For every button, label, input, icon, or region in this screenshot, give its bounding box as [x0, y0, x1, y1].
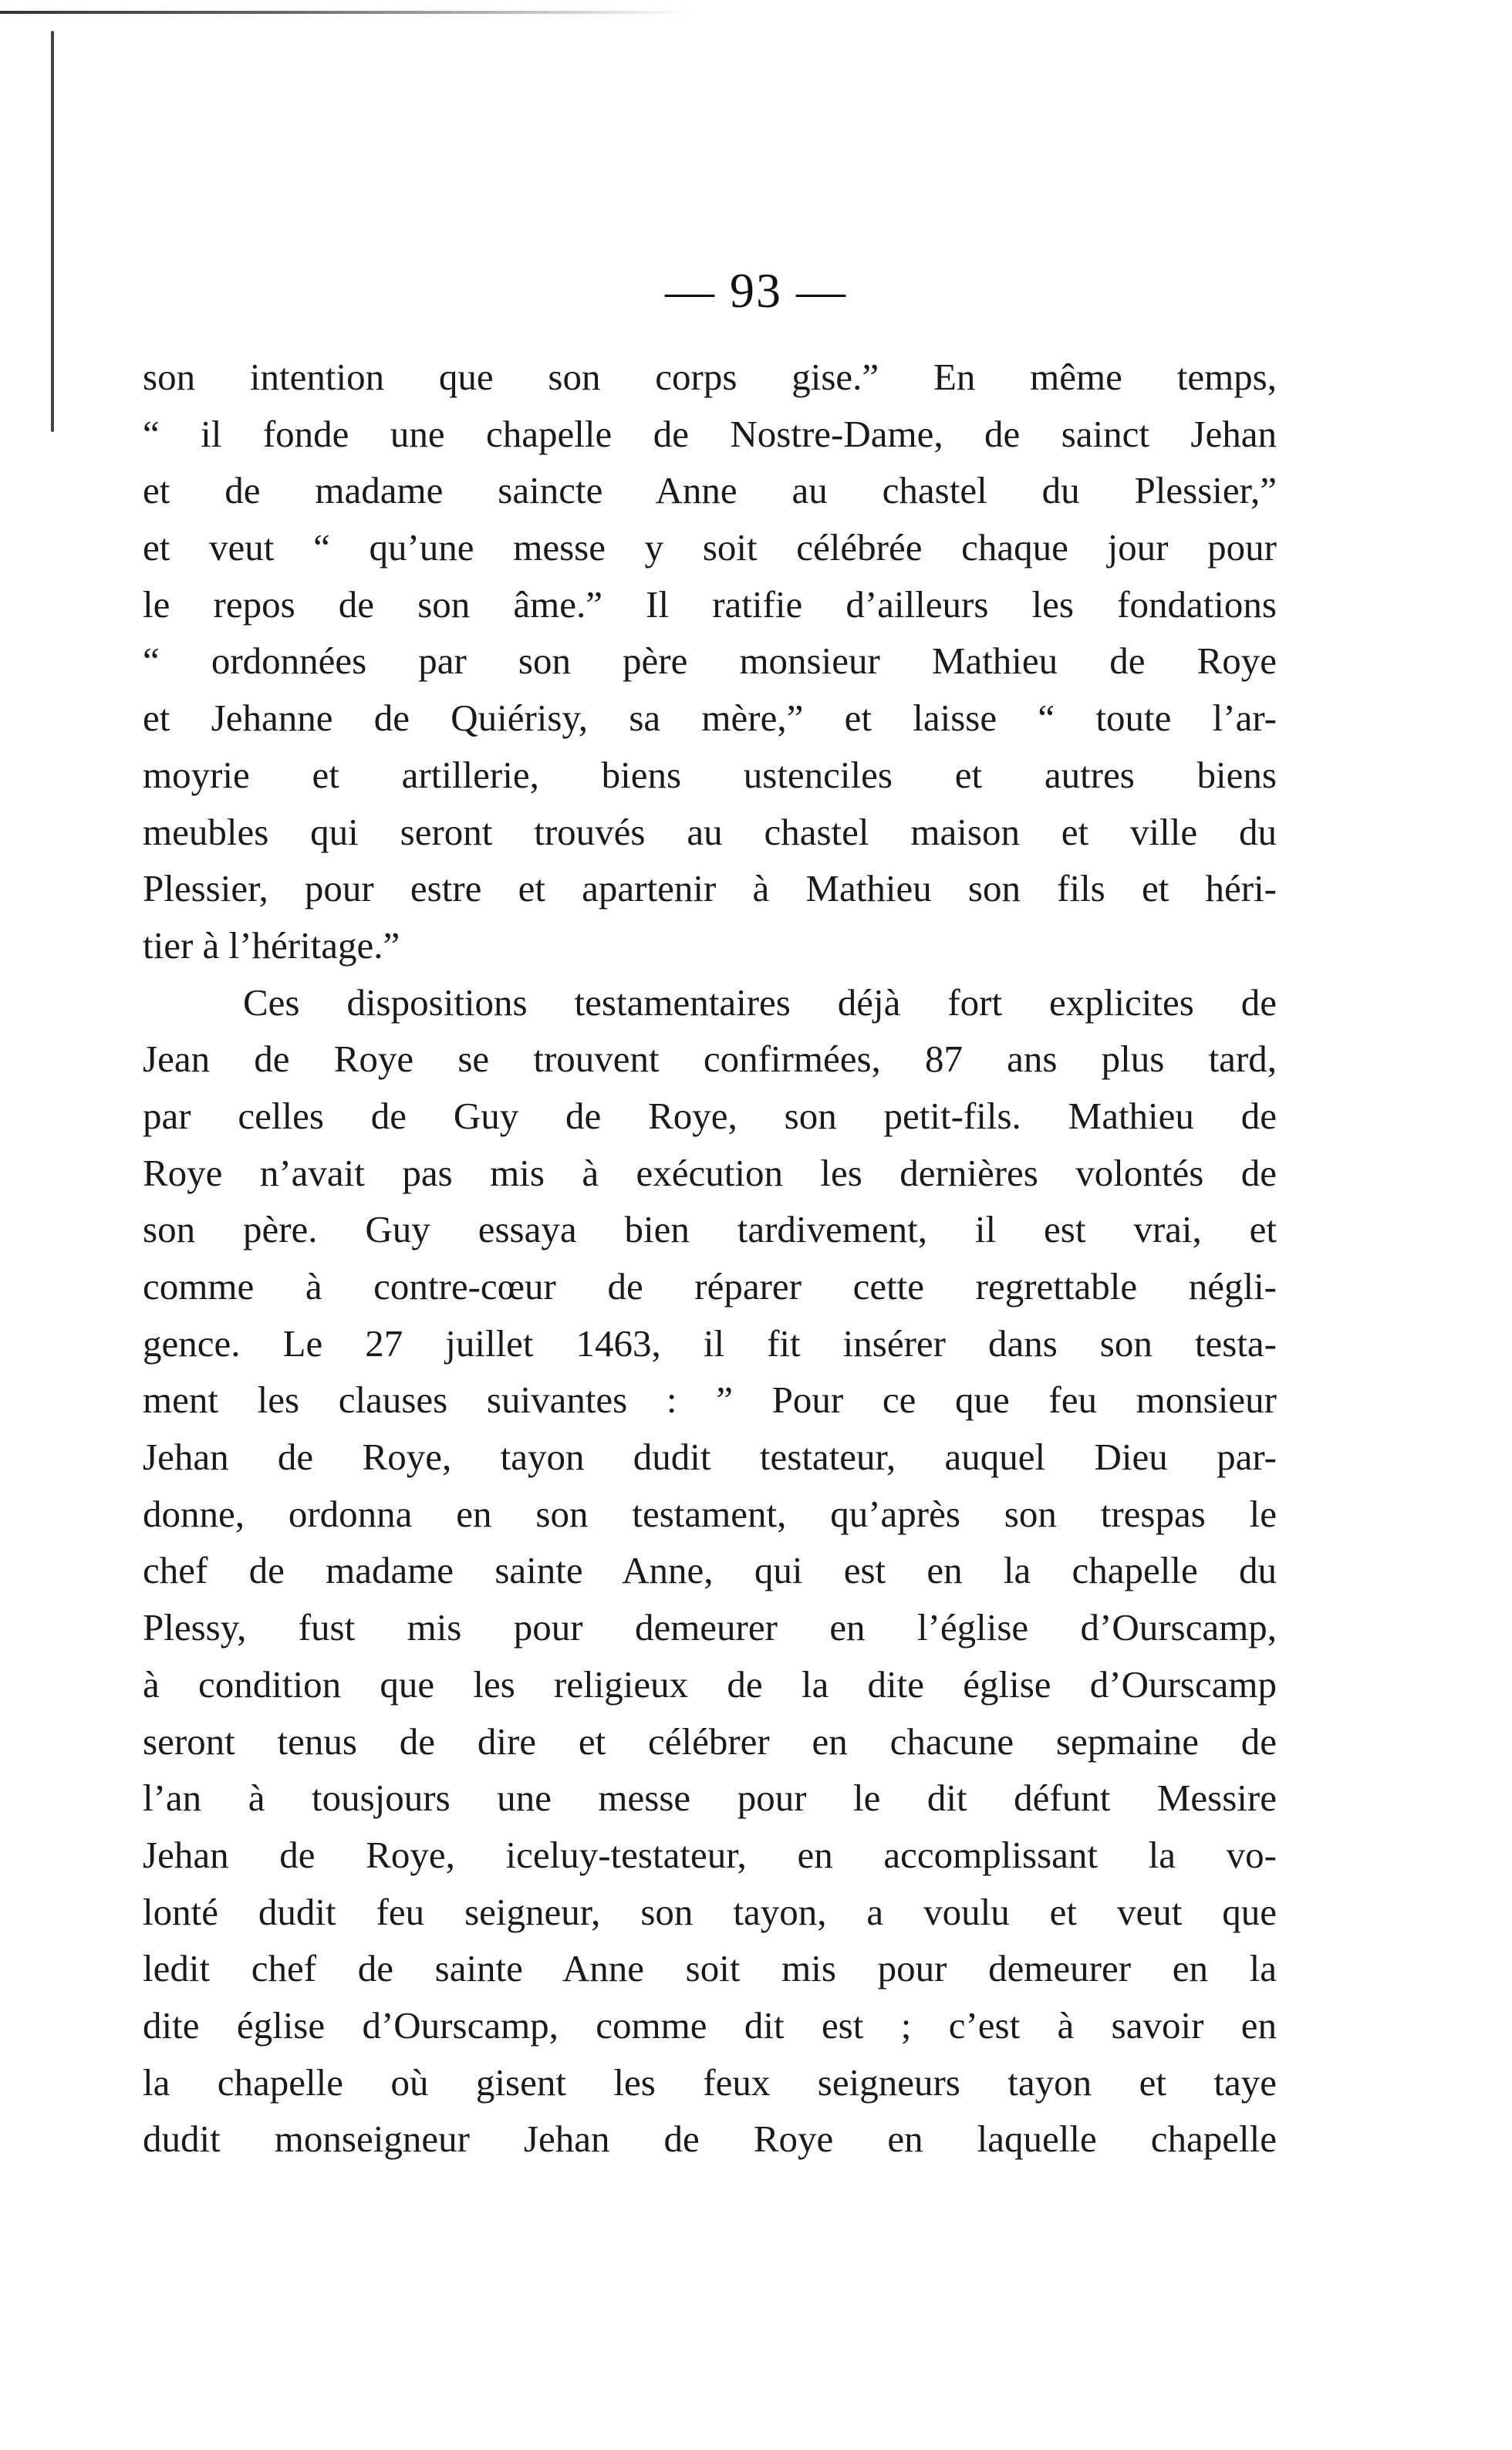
- text-line: Jehan de Roye, tayon dudit testateur, auquel Dieu par-: [143, 1436, 1277, 1479]
- text-line: dudit monseigneur Jehan de Roye en laquelle chapelle: [143, 2118, 1277, 2161]
- body-text: [143, 349, 1277, 2168]
- text-line: et veut “ qu’une messe y soit célébrée chaque jour pour: [143, 526, 1277, 569]
- text-line: moyrie et artillerie, biens ustenciles et autres biens: [143, 753, 1277, 796]
- text-line: Plessier, pour estre et apartenir à Mathieu son fils et héri-: [143, 867, 1277, 910]
- text-line: la chapelle où gisent les feux seigneurs tayon et taye: [143, 2060, 1277, 2104]
- paragraph-end-line: tier à l’héritage.”: [143, 923, 400, 967]
- text-line: ledit chef de sainte Anne soit mis pour demeurer en la: [143, 1947, 1277, 1990]
- text-line: Jehan de Roye, iceluy-testateur, en accomplissant la vo-: [143, 1833, 1277, 1876]
- page-number: — 93 —: [665, 263, 847, 318]
- text-line: à condition que les religieux de la dite église d’Ourscamp: [143, 1662, 1277, 1706]
- text-line: “ ordonnées par son père monsieur Mathieu de Roye: [143, 639, 1277, 683]
- text-line: l’an à tousjours une messe pour le dit défunt Messire: [143, 1777, 1277, 1820]
- text-line: donne, ordonna en son testament, qu’après son trespas le: [143, 1492, 1277, 1535]
- text-line: le repos de son âme.” Il ratifie d’ailleurs les fondations: [143, 582, 1277, 626]
- text-line: gence. Le 27 juillet 1463, il fit insérer dans son testa-: [143, 1321, 1277, 1365]
- text-line: son père. Guy essaya bien tardivement, il est vrai, et: [143, 1208, 1277, 1251]
- text-line: “ il fonde une chapelle de Nostre-Dame, de sainct Jehan: [143, 412, 1277, 455]
- text-line: Jean de Roye se trouvent confirmées, 87 ans plus tard,: [143, 1038, 1277, 1081]
- text-line: Plessy, fust mis pour demeurer en l’église d’Ourscamp,: [143, 1606, 1277, 1649]
- scan-edge-top: [0, 11, 694, 14]
- text-line: et de madame saincte Anne au chastel du Plessier,”: [143, 469, 1277, 512]
- text-line: ment les clauses suivantes : ” Pour ce que feu monsieur: [143, 1379, 1277, 1422]
- text-line: chef de madame sainte Anne, qui est en la chapelle du: [143, 1549, 1277, 1592]
- text-line: Roye n’avait pas mis à exécution les dernières volontés de: [143, 1151, 1277, 1194]
- text-line: dite église d’Ourscamp, comme dit est ; c’est à savoir en: [143, 2003, 1277, 2047]
- text-line: son intention que son corps gise.” En même temps,: [143, 356, 1277, 398]
- paragraph-start-line: Ces dispositions testamentaires déjà fort explicites de: [243, 980, 1277, 1024]
- text-line: seront tenus de dire et célébrer en chacune sepmaine de: [143, 1719, 1277, 1763]
- text-line: et Jehanne de Quiérisy, sa mère,” et laisse “ toute l’ar-: [143, 697, 1277, 740]
- text-line: par celles de Guy de Roye, son petit-fils. Mathieu de: [143, 1094, 1277, 1137]
- text-line: lonté dudit feu seigneur, son tayon, a voulu et veut que: [143, 1890, 1277, 1933]
- text-line: comme à contre-cœur de réparer cette regrettable négli-: [143, 1265, 1277, 1308]
- text-line: meubles qui seront trouvés au chastel maison et ville du: [143, 810, 1277, 853]
- scan-edge-left: [51, 31, 54, 432]
